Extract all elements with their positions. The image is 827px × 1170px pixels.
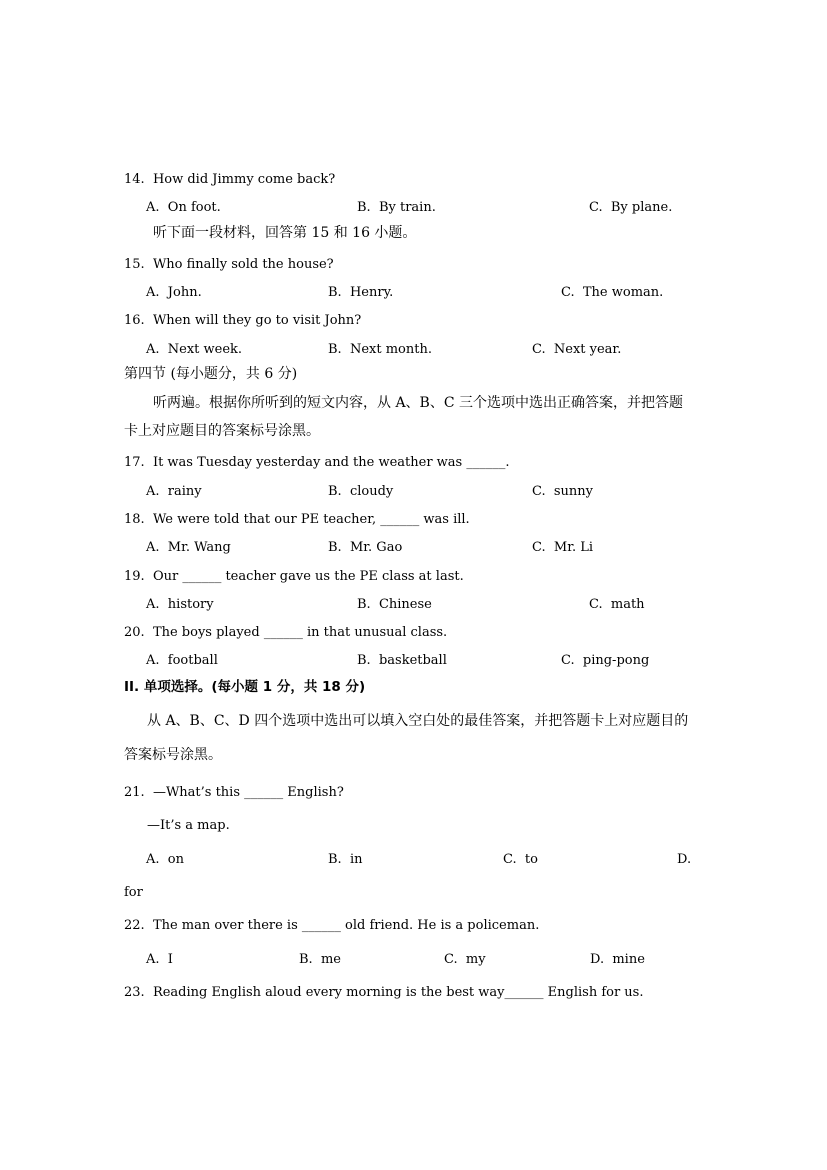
question-16-stem: 16. When will they go to visit John? bbox=[124, 313, 362, 328]
question-15-option-c: C. The woman. bbox=[561, 285, 664, 300]
question-16-option-a: A. Next week. bbox=[146, 342, 243, 357]
question-20-stem: 20. The boys played ______ in that unusual class. bbox=[124, 625, 448, 640]
question-17-option-c: C. sunny bbox=[532, 484, 594, 499]
question-21-option-b: B. in bbox=[328, 852, 363, 867]
question-17-option-b: B. cloudy bbox=[328, 484, 394, 499]
instruction-15-16: 听下面一段材料，回答第 15 和 16 小题。 bbox=[153, 225, 417, 241]
question-21-option-d-label: D. bbox=[677, 852, 692, 867]
section-2-heading: II. 单项选择。(每小题 1 分，共 18 分) bbox=[124, 679, 366, 695]
question-20-option-a: A. football bbox=[146, 653, 218, 668]
question-22-option-d: D. mine bbox=[590, 952, 645, 967]
question-22-option-b: B. me bbox=[299, 952, 341, 967]
question-22-option-c: C. my bbox=[444, 952, 486, 967]
question-14-option-a: A. On foot. bbox=[146, 200, 221, 215]
question-22-stem: 22. The man over there is ______ old friend. He is a policeman. bbox=[124, 918, 540, 933]
question-19-option-a: A. history bbox=[146, 597, 214, 612]
question-19-option-b: B. Chinese bbox=[357, 597, 432, 612]
question-18-option-c: C. Mr. Li bbox=[532, 540, 594, 555]
question-16-option-c: C. Next year. bbox=[532, 342, 622, 357]
question-18-option-a: A. Mr. Wang bbox=[146, 540, 231, 555]
question-21-stem: 21. —What’s this ______ English? bbox=[124, 785, 344, 800]
section-2-instruction-line-2: 答案标号涂黑。 bbox=[124, 747, 222, 763]
question-14-option-b: B. By train. bbox=[357, 200, 436, 215]
question-18-stem: 18. We were told that our PE teacher, ______ was ill. bbox=[124, 512, 470, 527]
question-14-stem: 14. How did Jimmy come back? bbox=[124, 172, 336, 187]
question-16-option-b: B. Next month. bbox=[328, 342, 432, 357]
question-21-option-c: C. to bbox=[503, 852, 538, 867]
question-21-option-d-text: for bbox=[124, 885, 143, 900]
question-17-option-a: A. rainy bbox=[146, 484, 202, 499]
part-4-heading: 第四节 (每小题分，共 6 分) bbox=[124, 366, 298, 382]
question-15-option-a: A. John. bbox=[146, 285, 202, 300]
question-19-stem: 19. Our ______ teacher gave us the PE class at last. bbox=[124, 569, 464, 584]
question-23-stem: 23. Reading English aloud every morning is the best way______ English for us. bbox=[124, 985, 644, 1000]
question-15-stem: 15. Who finally sold the house? bbox=[124, 257, 334, 272]
question-19-option-c: C. math bbox=[589, 597, 645, 612]
question-18-option-b: B. Mr. Gao bbox=[328, 540, 403, 555]
part-4-instruction-line-1: 听两遍。根据你所听到的短文内容，从 A、B、C 三个选项中选出正确答案，并把答题 bbox=[153, 395, 684, 411]
section-2-instruction-line-1: 从 A、B、C、D 四个选项中选出可以填入空白处的最佳答案，并把答题卡上对应题目的 bbox=[147, 713, 689, 729]
question-21-reply: —It’s a map. bbox=[147, 818, 230, 833]
part-4-instruction-line-2: 卡上对应题目的答案标号涂黑。 bbox=[124, 423, 320, 439]
question-15-option-b: B. Henry. bbox=[328, 285, 394, 300]
question-17-stem: 17. It was Tuesday yesterday and the weather was ______. bbox=[124, 455, 510, 470]
question-20-option-b: B. basketball bbox=[357, 653, 447, 668]
question-22-option-a: A. I bbox=[146, 952, 173, 967]
question-20-option-c: C. ping-pong bbox=[561, 653, 650, 668]
question-14-option-c: C. By plane. bbox=[589, 200, 673, 215]
question-21-option-a: A. on bbox=[146, 852, 184, 867]
